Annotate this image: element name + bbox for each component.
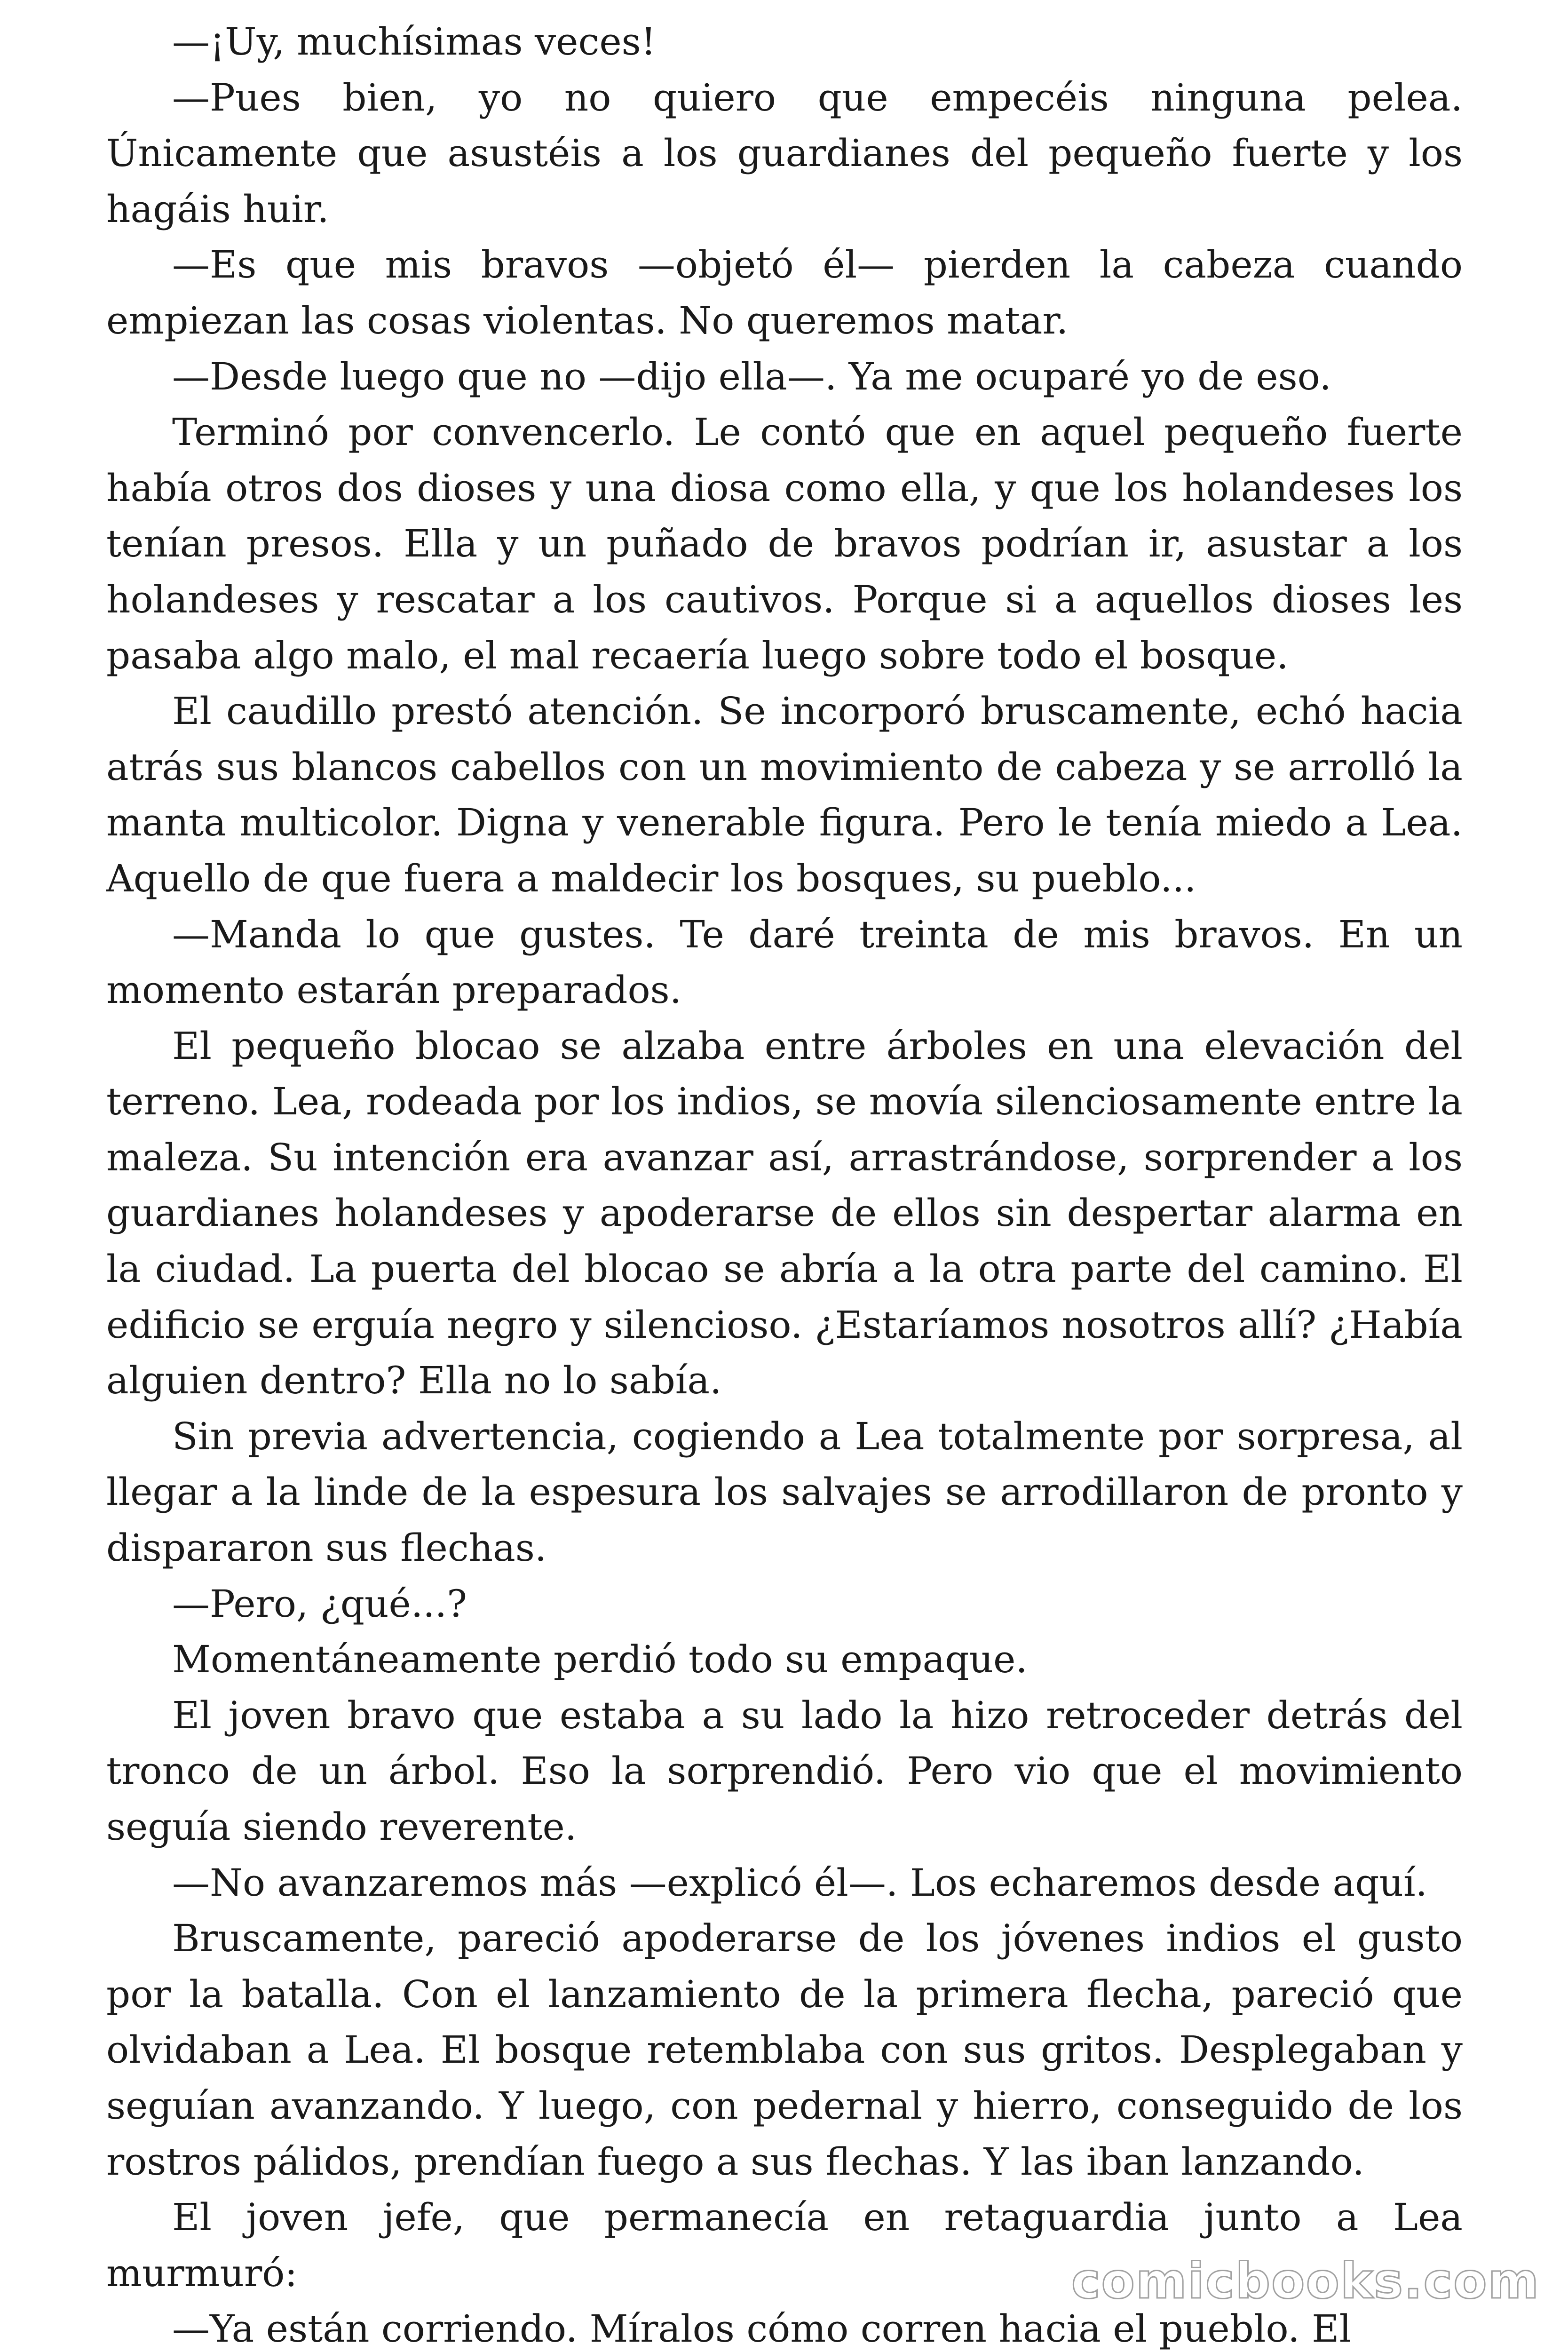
- paragraph: —¡Uy, muchísimas veces!: [172, 20, 656, 64]
- paragraph: El joven bravo que estaba a su lado la hizo retroceder detrás del tronco de un árbol. Eso la sorprendió. Pero vio que el movimiento seguía siendo reverente.: [106, 1693, 1463, 1849]
- paragraph: Terminó por convencerlo. Le contó que en aquel pequeño fuerte había otros dos dioses y una diosa como ella, y que los holandeses los tenían presos. Ella y un puñado de bravos podrían ir, asustar a los holandeses y rescatar a los cautivos. Porque si a aquellos dioses les pasaba algo malo, el mal recaería luego sobre todo el bosque.: [106, 410, 1463, 677]
- paragraph: El joven jefe, que permanecía en retaguardia junto a Lea murmuró:: [106, 2195, 1463, 2295]
- paragraph: Momentáneamente perdió todo su empaque.: [172, 1637, 1028, 1682]
- paragraph: —Pero, ¿qué...?: [172, 1581, 467, 1626]
- paragraph: El caudillo prestó atención. Se incorporó bruscamente, echó hacia atrás sus blancos cabellos con un movimiento de cabeza y se arrolló la manta multicolor. Digna y venerable figura. Pero le tenía miedo a Lea. Aquello de que fuera a maldecir los bosques, su pueblo...: [106, 689, 1463, 900]
- paragraph: —Es que mis bravos —objetó él— pierden la cabeza cuando empiezan las cosas violentas. No queremos matar.: [106, 243, 1463, 342]
- watermark: comicbooks.com: [1071, 2252, 1540, 2310]
- paragraph: —No avanzaremos más —explicó él—. Los echaremos desde aquí.: [172, 1860, 1427, 1905]
- paragraph: El pequeño blocao se alzaba entre árboles en una elevación del terreno. Lea, rodeada por los indios, se movía silenciosamente entre la maleza. Su intención era avanzar así, arrastrándose, sorprender a los guardianes holandeses y apoderarse de ellos sin despertar alarma en la ciudad. La puerta del blocao se abría a la otra parte del camino. El edificio se erguía negro y silencioso. ¿Estaríamos nosotros allí? ¿Había alguien dentro? Ella no lo sabía.: [106, 1024, 1463, 1403]
- paragraph: —Desde luego que no —dijo ella—. Ya me ocuparé yo de eso.: [172, 354, 1331, 398]
- paragraph: Bruscamente, pareció apoderarse de los jóvenes indios el gusto por la batalla. Con el lanzamiento de la primera flecha, pareció que olvidaban a Lea. El bosque retemblaba con sus gritos. Desplegaban y seguían avanzando. Y luego, con pedernal y hierro, conseguido de los rostros pálidos, prendían fuego a sus flechas. Y las iban lanzando.: [106, 1916, 1463, 2184]
- paragraph: Sin previa advertencia, cogiendo a Lea totalmente por sorpresa, al llegar a la linde de la espesura los salvajes se arrodillaron de pronto y dispararon sus flechas.: [106, 1414, 1463, 1570]
- paragraph: —Ya están corriendo. Míralos cómo corren hacia el pueblo. El: [172, 2307, 1352, 2351]
- paragraph: —Manda lo que gustes. Te daré treinta de mis bravos. En un momento estarán preparados.: [106, 912, 1463, 1012]
- paragraph: —Pues bien, yo no quiero que empecéis ninguna pelea. Únicamente que asustéis a los guardianes del pequeño fuerte y los hagáis huir.: [106, 75, 1463, 231]
- page-text: [106, 14, 1463, 2352]
